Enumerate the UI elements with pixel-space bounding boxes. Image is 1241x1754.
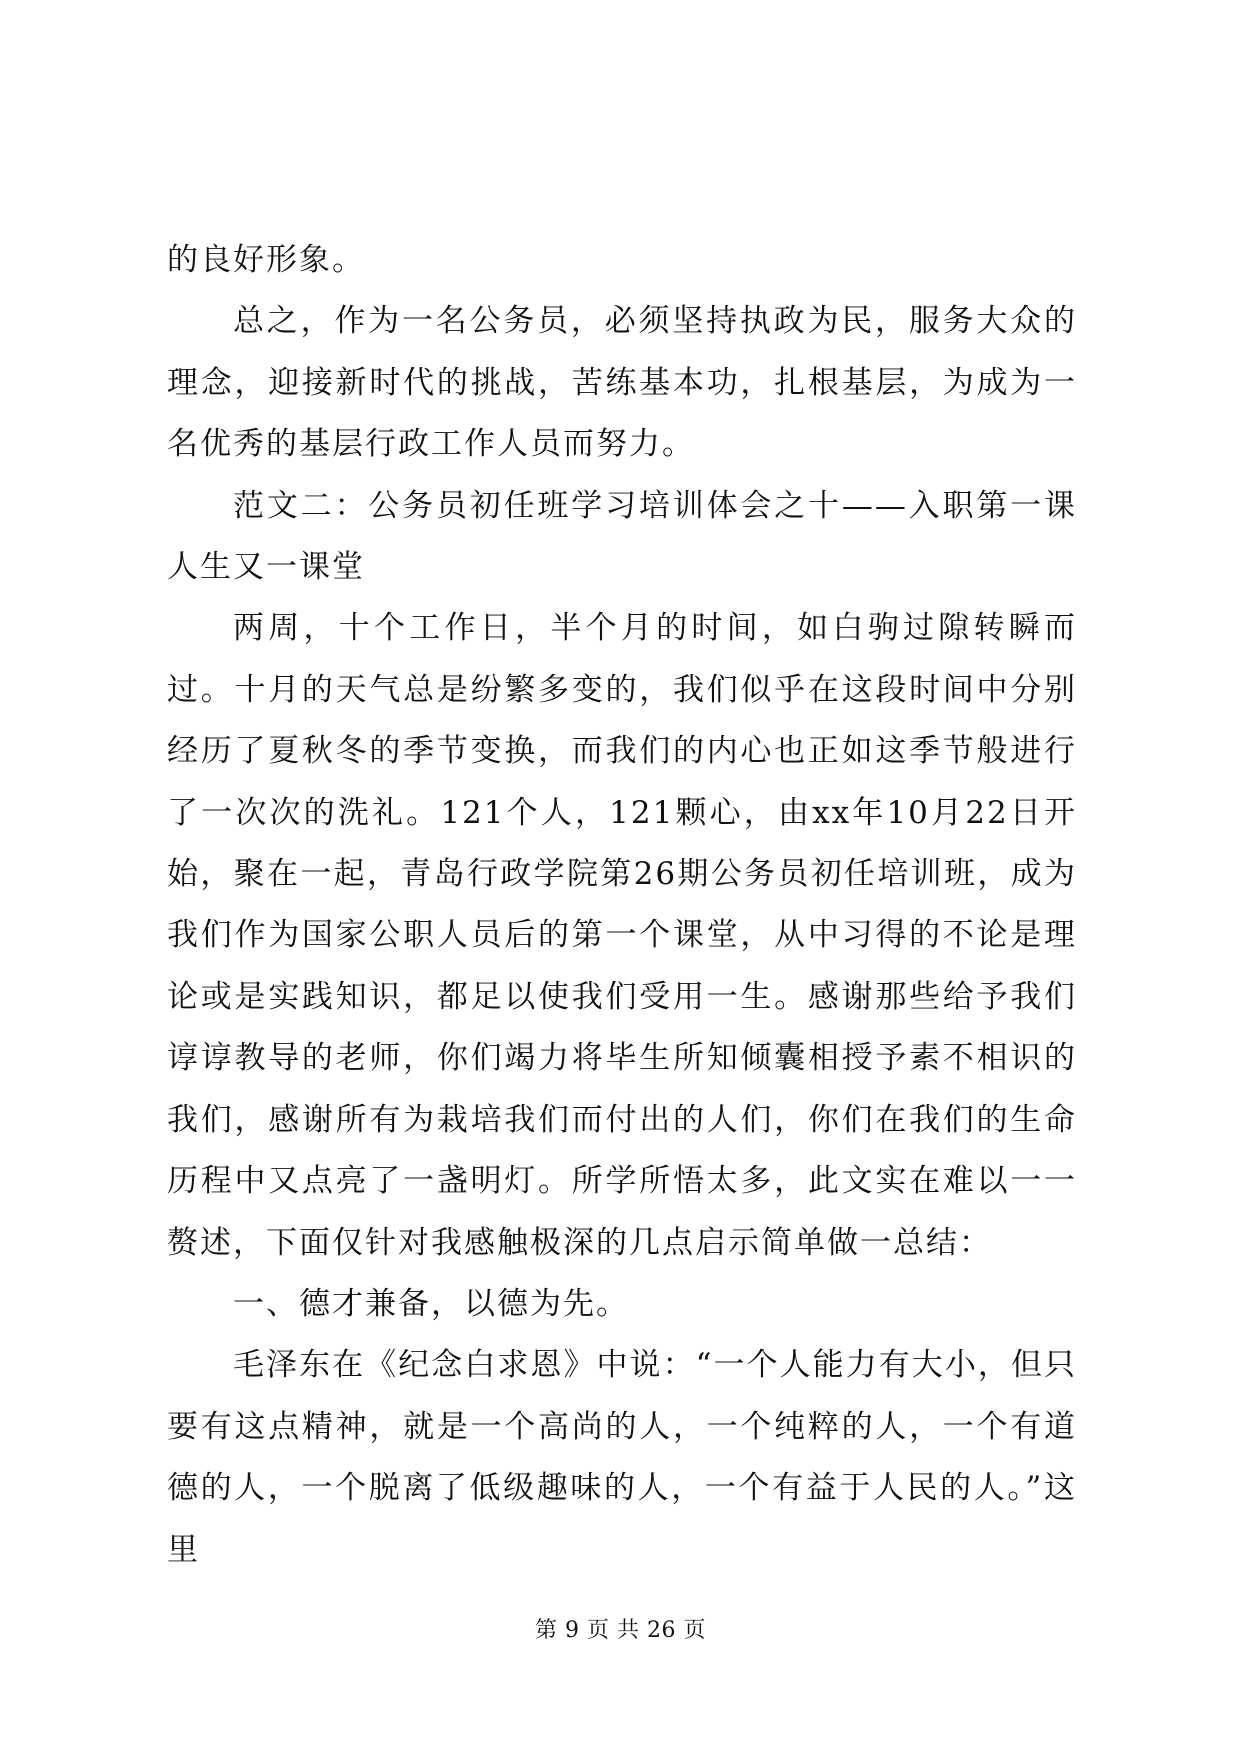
page-number-footer: 第 9 页 共 26 页 (535, 1618, 706, 1643)
paragraph-conclusion: 总之，作为一名公务员，必须坚持执政为民，服务大众的理念，迎接新时代的挑战，苦练基本功，扎根基层，为成为一名优秀的基层行政工作人员而努力。 (167, 303, 1077, 463)
section-title-sample-two: 范文二：公务员初任班学习培训体会之十——入职第一课人生又一课堂 (167, 487, 1077, 586)
heading-point-one: 一、德才兼备，以德为先。 (233, 1285, 629, 1322)
paragraph-introduction: 两周，十个工作日，半个月的时间，如白驹过隙转瞬而过。十月的天气总是纷繁多变的，我们似乎在这段时间中分别经历了夏秋冬的季节变换，而我们的内心也正如这季节般进行了一次次的洗礼。121个人，121颗心，由xx年10月22日开始，聚在一起，青岛行政学院第26期公务员初任培训班，成为我们作为国家公职人员后的第一个课堂，从中习得的不论是理论或是实践知识，都足以使我们受用一生。感谢那些给予我们谆谆教导的老师，你们竭力将毕生所知倾囊相授予素不相识的我们，感谢所有为栽培我们而付出的人们，你们在我们的生命历程中又点亮了一盏明灯。所学所悟太多，此文实在难以一一赘述，下面仅针对我感触极深的几点启示简单做一总结： (167, 610, 1077, 1261)
document-body (167, 230, 1077, 1581)
paragraph-quote: 毛泽东在《纪念白求恩》中说：“一个人能力有大小，但只要有这点精神，就是一个高尚的人，一个纯粹的人，一个有道德的人，一个脱离了低级趣味的人，一个有益于人民的人。”这里 (167, 1347, 1077, 1568)
paragraph-continuation: 的良好形象。 (167, 242, 365, 278)
